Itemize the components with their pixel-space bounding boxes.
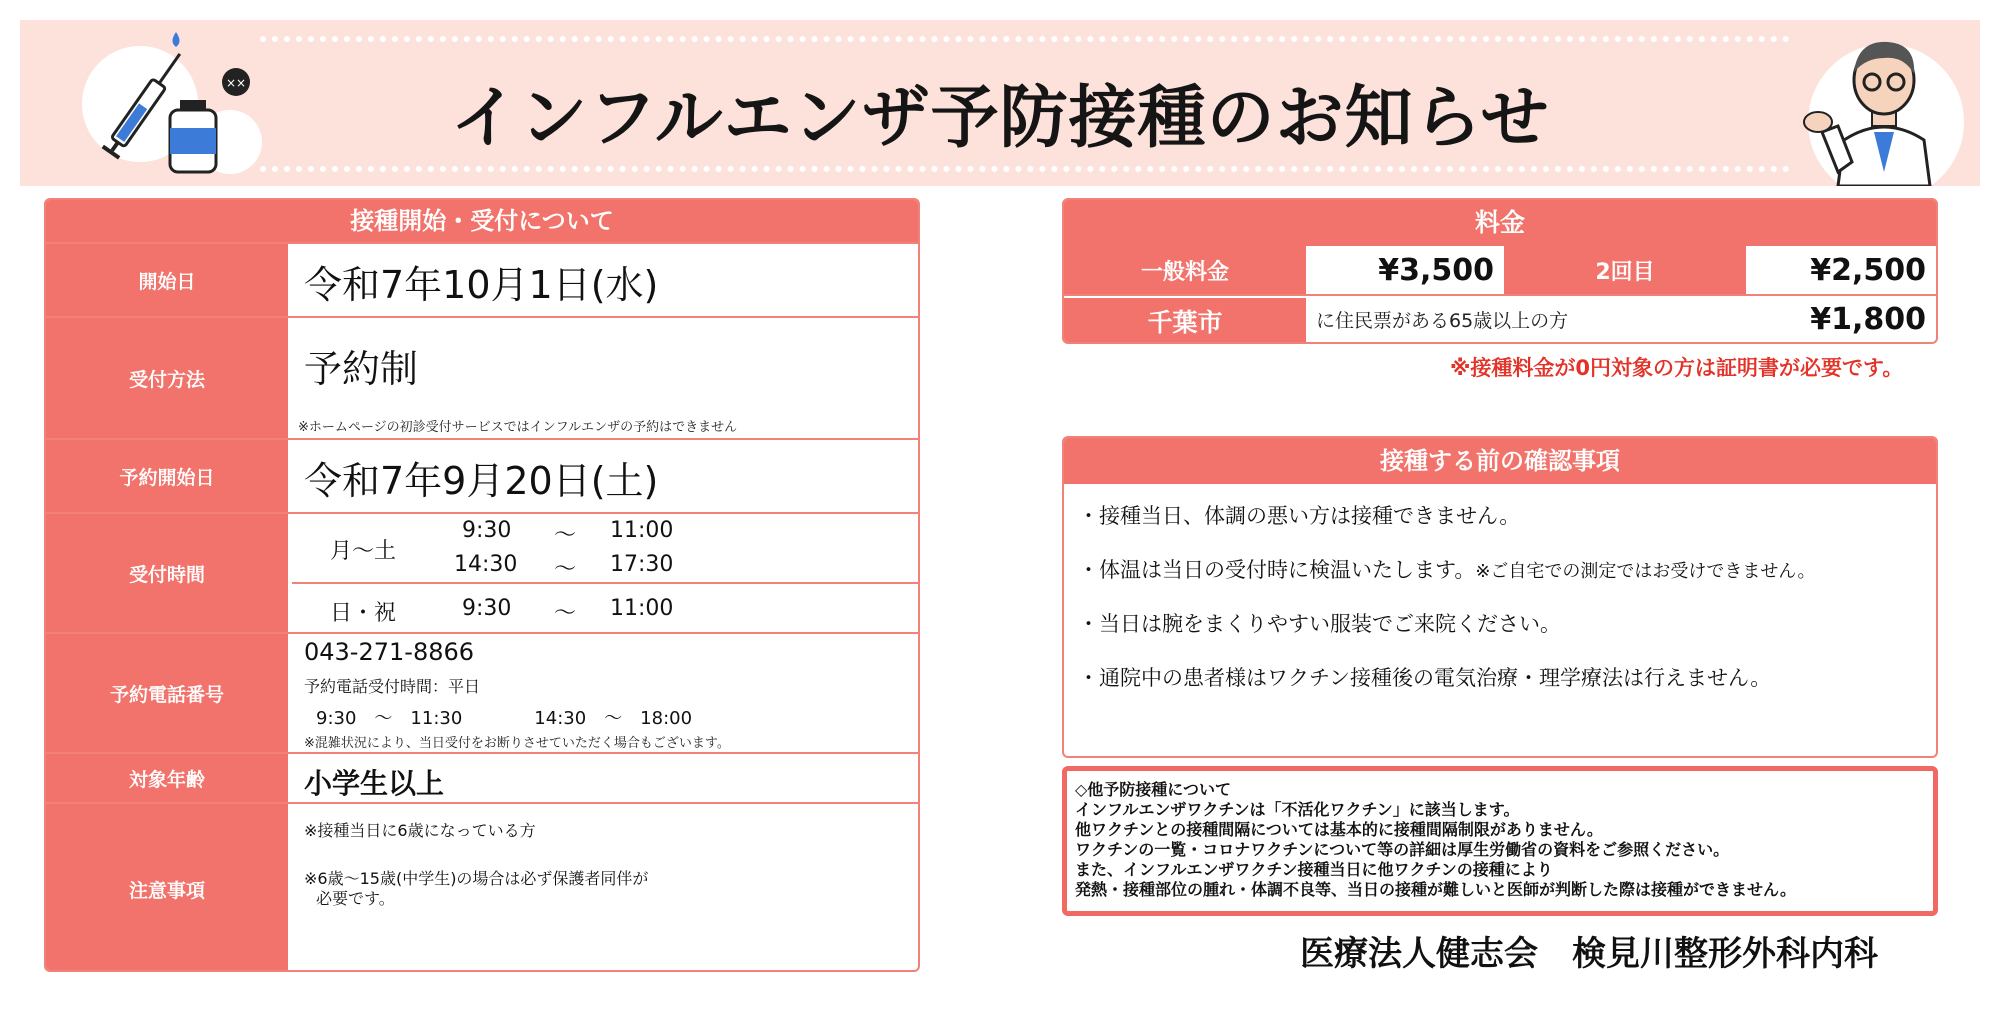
checklist-item-2 [1078, 554, 1816, 584]
header-banner [20, 20, 1980, 186]
chiba-city-price: ¥1,800 [1810, 301, 1926, 337]
doctor-illustration [1778, 22, 1978, 186]
holiday-slot-sep: ～ [554, 601, 577, 626]
weekday-slot-1-sep: ～ [554, 523, 577, 548]
reception-method-note: ※ホームページの初診受付サービスではインフルエンザの予約はできません [298, 420, 738, 435]
phone-note: ※混雑状況により、当日受付をお断りさせていただく場合もございます。 [304, 736, 730, 751]
reception-hours-label: 受付時間 [46, 514, 290, 632]
banner-dotted-line-bottom [260, 166, 1790, 172]
weekday-slot-2-sep: ～ [554, 557, 577, 582]
general-fee-row [1064, 246, 1936, 294]
chiba-fee-row [1064, 294, 1936, 342]
checklist-item-4 [1078, 662, 1771, 692]
reservation-phone-label: 予約電話番号 [46, 634, 290, 752]
checklist-item-3 [1078, 608, 1561, 638]
target-age-row [46, 752, 918, 802]
weekday-slot-1-to: 11:00 [610, 518, 674, 543]
reservation-start-row [46, 438, 918, 512]
reservation-start-value: 令和7年9月20日(土) [304, 459, 659, 503]
pre-vaccination-checklist [1062, 436, 1938, 758]
phone-hours-title: 予約電話受付時間：平日 [304, 677, 481, 696]
reception-method-row [46, 316, 918, 438]
start-date-label: 開始日 [46, 244, 290, 316]
general-fee-price: ¥3,500 [1378, 252, 1494, 288]
fee-table [1062, 198, 1938, 344]
other-vaccines-line-2: インフルエンザワクチンは「不活化ワクチン」に該当します。 [1075, 800, 1520, 819]
start-date-value: 令和7年10月1日(水) [304, 263, 659, 307]
caution-line-2: ※6歳～15歳(中学生)の場合は必ず保護者同伴が [304, 869, 649, 888]
fee-certificate-note: ※接種料金が0円対象の方は証明書が必要です。 [1450, 356, 1904, 380]
schedule-heading: 接種開始・受付について [46, 200, 918, 242]
weekday-slot-1-from: 9:30 [462, 518, 512, 543]
weekday-slot-2-to: 17:30 [610, 552, 674, 577]
start-date-row [46, 242, 918, 316]
water-drop-icon [173, 32, 180, 47]
checklist-item-2-text: ・体温は当日の受付時に検温いたします。 [1078, 558, 1476, 582]
reception-method-value: 予約制 [304, 347, 419, 391]
svg-text:××: ×× [225, 76, 247, 90]
holiday-slot-to: 11:00 [610, 596, 674, 621]
caution-line-1: ※接種当日に6歳になっている方 [304, 821, 536, 840]
clinic-name: 医療法人健志会 検見川整形外科内科 [1300, 934, 1878, 974]
other-vaccines-notice [1062, 766, 1938, 916]
other-vaccines-line-1: ◇他予防接種について [1075, 780, 1231, 799]
caution-label: 注意事項 [46, 804, 290, 972]
caution-line-3: 必要です。 [316, 889, 395, 908]
general-fee-label: 一般料金 [1064, 246, 1306, 294]
holiday-label: 日・祝 [330, 601, 397, 626]
schedule-table [44, 198, 920, 972]
second-dose-label: 2回目 [1504, 246, 1746, 294]
reception-method-label: 受付方法 [46, 318, 290, 438]
fee-heading: 料金 [1064, 200, 1936, 246]
checklist-heading: 接種する前の確認事項 [1064, 438, 1936, 484]
target-age-label: 対象年齢 [46, 754, 290, 802]
chiba-city-label: 千葉市 [1064, 296, 1306, 344]
phone-hours-line: 9:30 ～ 11:30 14:30 ～ 18:00 [316, 708, 693, 729]
target-age-value: 小学生以上 [304, 767, 445, 800]
chiba-city-description: に住民票がある65歳以上の方 [1316, 310, 1569, 332]
checklist-item-1-text: ・接種当日、体調の悪い方は接種できません。 [1078, 504, 1521, 528]
holiday-slot-from: 9:30 [462, 596, 512, 621]
checklist-item-3-text: ・当日は腕をまくりやすい服装でご来院ください。 [1078, 612, 1561, 636]
reservation-phone-row [46, 632, 918, 752]
banner-dotted-line-top [260, 36, 1790, 42]
checklist-item-4-text: ・通院中の患者様はワクチン接種後の電気治療・理学療法は行えません。 [1078, 666, 1772, 690]
reception-hours-row [46, 512, 918, 632]
reservation-start-label: 予約開始日 [46, 440, 290, 512]
checklist-item-2-aside: ※ご自宅での測定ではお受けできません。 [1475, 561, 1816, 582]
other-vaccines-line-3: 他ワクチンとの接種間隔については基本的に接種間隔制限がありません。 [1075, 820, 1603, 839]
weekday-label: 月～土 [330, 539, 397, 564]
other-vaccines-line-5: また、インフルエンザワクチン接種当日に他ワクチンの接種により [1075, 860, 1553, 879]
hours-divider [292, 582, 918, 584]
other-vaccines-line-4: ワクチンの一覧・コロナワクチンについて等の詳細は厚生労働省の資料をご参照ください。 [1075, 840, 1730, 859]
caution-row [46, 802, 918, 972]
other-vaccines-line-6: 発熱・接種部位の腫れ・体調不良等、当日の接種が難しいと医師が判断した際は接種ができません。 [1075, 880, 1796, 899]
reservation-phone-number: 043-271-8866 [304, 638, 475, 666]
checklist-item-1 [1078, 500, 1520, 530]
second-dose-price: ¥2,500 [1810, 252, 1926, 288]
weekday-slot-2-from: 14:30 [454, 552, 518, 577]
page-title: インフルエンザ予防接種のお知らせ [450, 79, 1550, 158]
